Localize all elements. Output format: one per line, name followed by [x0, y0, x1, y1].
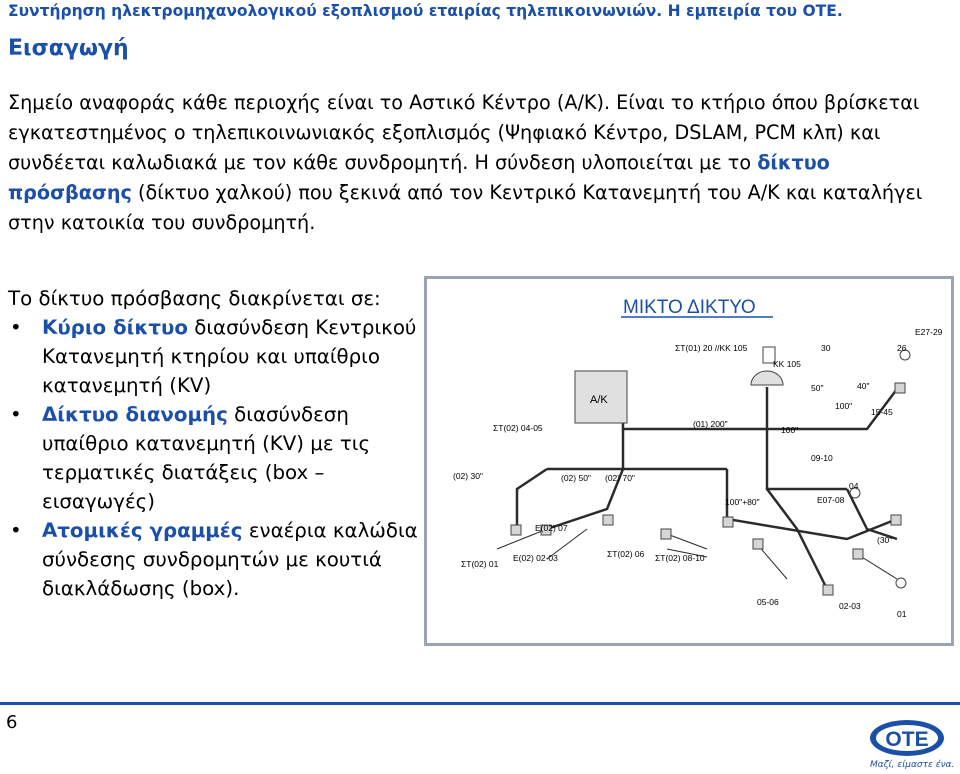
diagram-label: (30": [877, 535, 893, 545]
list-lead: Το δίκτυο πρόσβασης διακρίνεται σε:: [8, 287, 381, 310]
access-network-list: [8, 284, 420, 603]
diagram-label: 40": [857, 381, 870, 391]
diagram-label: (02) 70": [605, 473, 635, 483]
page-header-title: Συντήρηση ηλεκτρομηχανολογικού εξοπλισμού εταιρίας τηλεπικοινωνιών. Η εμπειρία του ΟΤΕ.: [8, 2, 843, 20]
diagram-label: 26: [897, 343, 907, 353]
list-item: [8, 313, 420, 400]
diagram-label: E07-08: [817, 495, 845, 505]
mixed-network-diagram: [424, 276, 954, 646]
street-cabinet-kv: [751, 371, 783, 385]
branch-left: [547, 429, 623, 469]
list-item-bold: Δίκτυο διανομής: [42, 403, 228, 426]
diagram-label: 02-03: [839, 601, 861, 611]
diagram-label: (01) 200": [693, 419, 728, 429]
diagram-label: 09-10: [811, 453, 833, 463]
intro-text-1: Σημείο αναφοράς κάθε περιοχής είναι το Αστικό Κέντρο (Α/Κ). Είναι το κτήριο όπου βρίσκεται εγκατεστημένος ο τηλεπικοινωνιακός εξοπλισμός (Ψηφιακό Κέντρο, DSLAM, PCM κλπ) και συνδέεται καλωδιακά με τον κάθε συνδρομητή. Η σύνδεση υλοποιείται με το: [8, 91, 920, 174]
diagram-label: 100": [781, 425, 799, 435]
drop-far-right: [847, 489, 897, 539]
intro-highlight: δίκτυο πρόσβασης: [8, 151, 830, 204]
list-item-text: διασύνδεση υπαίθριο κατανεμητή (KV) με τις τερματικές διατάξεις (box – εισαγωγές): [42, 403, 371, 513]
list-item-bold: Ατομικές γραμμές: [42, 519, 243, 542]
section-title: Εισαγωγή: [8, 36, 129, 61]
diagram-label: E(02) 02-03: [513, 553, 558, 563]
diagram-label: ΣΤ(02) 06: [607, 549, 645, 559]
diagram-label: 04: [849, 481, 859, 491]
network-lines: [517, 387, 897, 589]
diagram-label: 15-45: [871, 407, 893, 417]
list-item: [8, 400, 420, 516]
intro-paragraph: [8, 88, 953, 238]
list-item: [8, 516, 420, 603]
ote-logo-icon: [868, 718, 946, 758]
diagram-label: 05-06: [757, 597, 779, 607]
exchange-label: Α/Κ: [590, 394, 608, 406]
ote-logo-text: ΟΤΕ: [885, 728, 929, 751]
diagram-label: ΣΤ(02) 01: [461, 559, 499, 569]
diagram-label: 50": [811, 383, 824, 393]
branch-right-lower: [767, 429, 847, 489]
diagram-label: (02) 30": [453, 471, 483, 481]
diagram-label: (02) 50": [561, 473, 591, 483]
diagram-label: 30: [821, 343, 831, 353]
diagram-label: 01: [897, 609, 907, 619]
drop-left: [517, 469, 547, 529]
diagram-label: 100"+80": [725, 497, 760, 507]
diagram-label: KK 105: [773, 359, 801, 369]
diagram-label: E(02) 07: [535, 523, 568, 533]
diagram-label: ΣΤ(02) 04-05: [493, 423, 543, 433]
pole-icon: [896, 578, 906, 588]
diagram-label: ΣΤ(02) 08-10: [655, 553, 705, 563]
list-item-bold: Κύριο δίκτυο: [42, 316, 188, 339]
intro-text-2: (δίκτυο χαλκού) που ξεκινά από τον Κεντρικό Κατανεμητή του Α/Κ και καταλήγει στην κατοικία του συνδρομητή.: [8, 181, 923, 234]
diagram-label: E27-29: [915, 327, 943, 337]
footer-divider: [0, 702, 960, 705]
list-item-text: διασύνδεση Κεντρικού Κατανεμητή κτηρίου και υπαίθριο κατανεμητή (KV): [42, 316, 417, 397]
diagram-title: ΜΙΚΤΟ ΔΙΚΤΥΟ: [623, 297, 756, 318]
diagram-label: ΣΤ(01) 20 //KK 105: [675, 343, 748, 353]
ote-logo: [868, 718, 946, 762]
diagram-label: 100": [835, 401, 853, 411]
slogan: Μαζί, είμαστε ένα.: [870, 760, 955, 770]
network-diagram-svg: [427, 279, 951, 643]
page-number: 6: [6, 712, 18, 733]
list-item-text: εναέρια καλώδια σύνδεσης συνδρομητών με κουτιά διακλάδωσης (box).: [42, 519, 418, 600]
